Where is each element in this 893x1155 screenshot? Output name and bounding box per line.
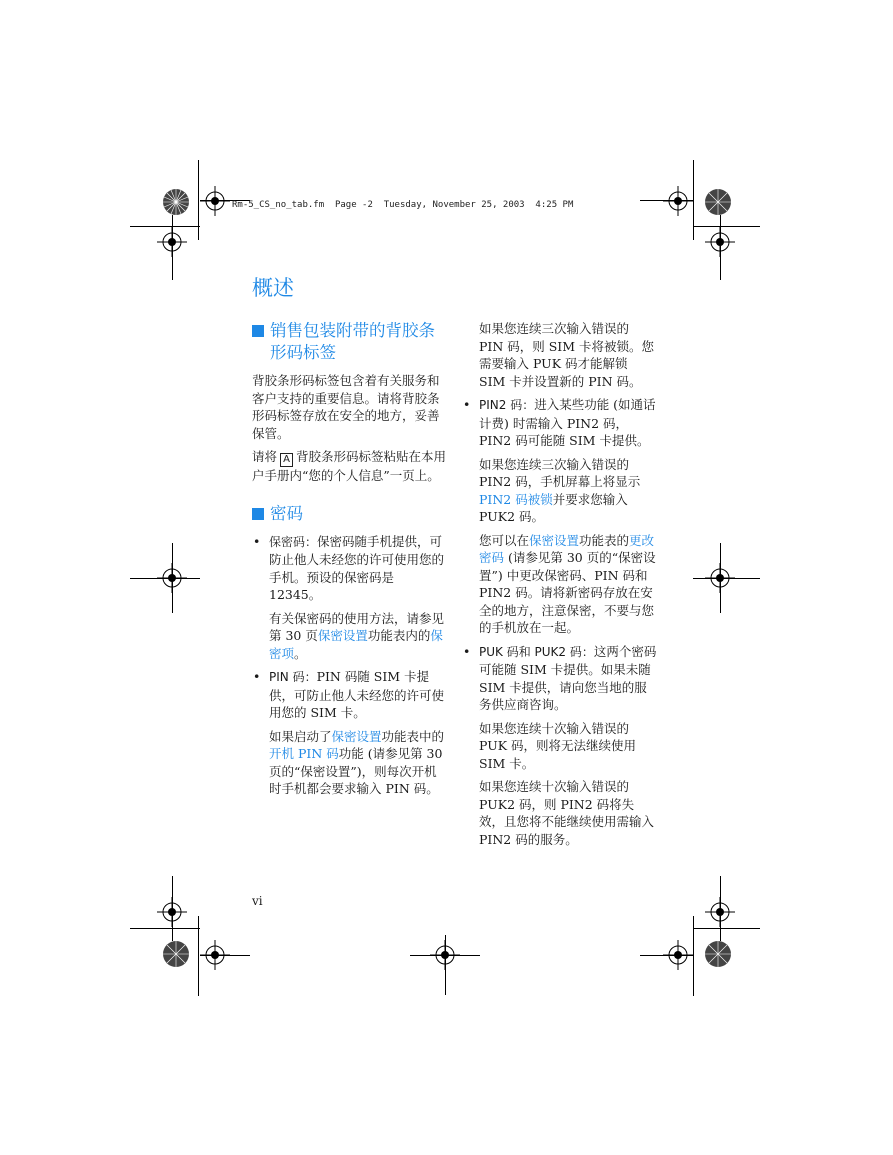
- print-header: Rm-5_CS_no_tab.fm Page -2 Tuesday, November 25, 2003 4:25 PM: [232, 200, 574, 210]
- crop-line: [720, 876, 721, 941]
- pin-code-continued: 如果您连续三次输入错误的 PIN 码，则 SIM 卡将被锁。您需要输入 PUK 码才能解锁 SIM 卡并设置新的 PIN 码。: [479, 321, 655, 389]
- crosshair-registration-icon: [663, 186, 693, 216]
- crop-line: [200, 955, 250, 956]
- crop-line: [693, 916, 694, 996]
- crosshair-registration-icon: [200, 186, 230, 216]
- link-security-settings[interactable]: 保密设置: [529, 532, 580, 548]
- bullet-icon: •: [253, 533, 261, 549]
- square-bullet-icon: [252, 325, 264, 337]
- link-security-settings[interactable]: 保密设置: [317, 628, 368, 643]
- right-column: [462, 320, 657, 854]
- puk2-note: 如果您连续十次输入错误的 PUK2 码，则 PIN2 码将失效，且您将不能继续使用需输入 PIN2 码的服务。: [479, 779, 655, 847]
- pin2-change-note: 您可以在保密设置功能表的更改密码 (请参见第 30 页的“保密设置”) 中更改保密码、PIN 码和 PIN2 码。请将新密码存放在安全的地方，注意保密，不要与您的手机放在一起。: [479, 532, 656, 635]
- crop-line: [445, 935, 446, 995]
- link-change-codes[interactable]: 更改密码: [479, 532, 655, 565]
- crop-line: [130, 578, 200, 579]
- list-item-pin-code: • PIN 码：PIN 码随 SIM 卡提供，可防止他人未经您的许可使用您的 SIM 卡。: [253, 669, 445, 720]
- bullet-icon: •: [463, 643, 471, 659]
- list-item-pin2-code: • PIN2 码：进入某些功能 (如通话计费) 时需输入 PIN2 码，PIN2 码可能随 SIM 卡提供。: [463, 397, 656, 448]
- crop-line: [198, 916, 199, 996]
- bullet-icon: •: [253, 669, 261, 684]
- crop-line: [693, 160, 694, 240]
- link-power-on-pin[interactable]: 开机 PIN 码: [269, 746, 339, 761]
- link-pin2-blocked[interactable]: PIN2 码被锁: [479, 491, 553, 507]
- link-security-settings[interactable]: 保密设置: [331, 728, 382, 744]
- sticker-instruction: 请将 A 背胶条形码标签粘贴在本用户手册内“您的个人信息”一页上。: [252, 449, 447, 483]
- radial-registration-icon: [160, 938, 192, 970]
- crop-line: [693, 928, 760, 929]
- page-title: 概述: [252, 276, 294, 300]
- list-item-puk-codes: • PUK 码和 PUK2 码：这两个密码可能随 SIM 卡提供。如果未随 SIM 卡提供，请向您当地的服务供应商咨询。: [463, 643, 657, 712]
- puk-note: 如果您连续十次输入错误的 PUK 码，则将无法继续使用 SIM 卡。: [479, 720, 637, 771]
- section-heading-sticker: 销售包装附带的背胶条形码标签: [252, 320, 447, 364]
- section-heading-codes: 密码: [252, 503, 447, 525]
- crop-line: [720, 215, 721, 280]
- sticker-a-icon: A: [280, 453, 293, 467]
- crop-line: [640, 200, 693, 201]
- crop-line: [693, 578, 760, 579]
- left-column: [252, 320, 447, 804]
- list-item-security-code: • 保密码：保密码随手机提供，可防止他人未经您的许可使用您的手机。预设的保密码是 12345。: [253, 533, 445, 602]
- radial-registration-icon: [702, 186, 734, 218]
- pin-code-note: 如果启动了保密设置功能表中的开机 PIN 码功能 (请参见第 30 页的“保密设置”)，则每次开机时手机都会要求输入 PIN 码。: [269, 728, 445, 796]
- crop-line: [130, 928, 200, 929]
- crop-line: [198, 160, 199, 240]
- page-number: vi: [252, 894, 263, 908]
- pin2-wrong-note: 如果您连续三次输入错误的 PIN2 码，手机屏幕上将显示PIN2 码被锁并要求您输入 PUK2 码。: [479, 456, 641, 524]
- link-security-items[interactable]: 保密项: [269, 628, 443, 661]
- sticker-paragraph: 背胶条形码标签包含着有关服务和客户支持的重要信息。请将背胶条形码标签存放在安全的地方，妥善保管。: [252, 373, 440, 441]
- security-code-note: 有关保密码的使用方法，请参见第 30 页保密设置功能表内的保密项。: [269, 610, 445, 661]
- crop-line: [172, 215, 173, 280]
- crop-line: [172, 876, 173, 941]
- crop-line: [640, 955, 693, 956]
- radial-registration-icon: [702, 938, 734, 970]
- square-bullet-icon: [252, 508, 264, 520]
- bullet-icon: •: [463, 397, 471, 412]
- radial-registration-icon: [160, 186, 192, 218]
